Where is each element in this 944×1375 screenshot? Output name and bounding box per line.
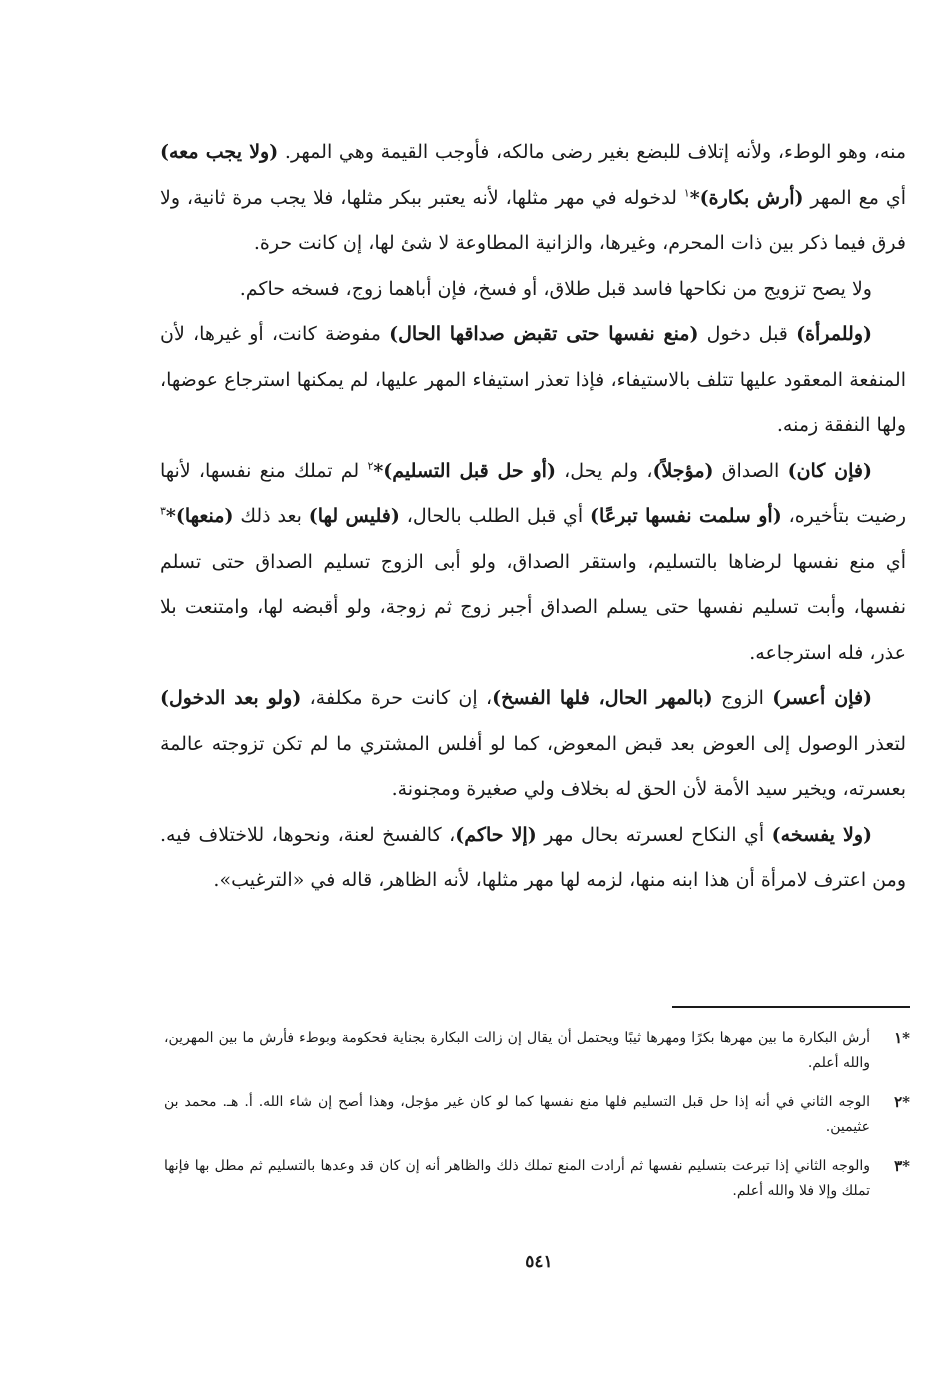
text-run: قبل دخول bbox=[698, 323, 797, 345]
bold-matn: (فليس لها) bbox=[308, 505, 400, 527]
text-run: الزوج bbox=[712, 687, 773, 709]
text-run: منه، وهو الوطء، ولأنه إتلاف للبضع بغير رضى مالكه، فأوجب القيمة وهي المهر. bbox=[278, 141, 906, 163]
text-run: ، ولم يحل، bbox=[555, 459, 653, 482]
text-run: أي مع المهر bbox=[803, 186, 906, 209]
bold-matn: (ولا يجب معه) bbox=[160, 141, 279, 163]
text-run: لدخوله في مهر مثلها، لأنه يعتبر ببكر مثلها، فلا يجب مرة ثانية، ولا فرق فيما ذكر بين ذات المحرم، وغيرها، والزانية المطاوعة لا شئ لها، إن كانت حرة. bbox=[160, 186, 906, 254]
page-number: ٥٤١ bbox=[525, 1252, 553, 1272]
footnote-1 bbox=[164, 1026, 910, 1076]
bold-matn: (منع نفسها حتى تقبض صداقها الحال) bbox=[389, 323, 699, 345]
bold-matn: (ولو بعد الدخول) bbox=[160, 687, 302, 709]
paragraph-5 bbox=[160, 676, 906, 813]
text-run: أي قبل الطلب بالحال، bbox=[399, 505, 591, 527]
paragraph-6 bbox=[160, 813, 906, 904]
text-run: ، إن كانت حرة مكلفة، bbox=[301, 687, 493, 709]
bold-matn: (منعها)* bbox=[165, 505, 234, 527]
text-run: مفوضة كانت، أو غيرها، لأن المنفعة المعقود عليها تتلف بالاستيفاء، فإذا تعذر استيفاء المهر عليها، لم يمكنها استرجاع عوضها، ولها النفقة زمنه. bbox=[160, 323, 906, 436]
text-run: الصداق bbox=[713, 459, 788, 482]
bold-matn: (أو حل قبل التسليم)* bbox=[373, 459, 556, 482]
paragraph-3 bbox=[160, 312, 906, 449]
text-run: ، كالفسخ لعنة، ونحوها، للاختلاف فيه. ومن اعترف لامرأة أن هذا ابنه منها، لزمه لها مهر مثلها، لأنه الظاهر، قاله في «الترغيب». bbox=[160, 823, 906, 891]
text-run: ولا يصح تزويج من نكاحها فاسد قبل طلاق، أو فسخ، فإن أباهما زوج، فسخه حاكم. bbox=[239, 277, 872, 300]
bold-matn: (بالمهر الحال، فلها الفسخ) bbox=[492, 687, 713, 709]
footnote-ref: ٢ bbox=[367, 459, 374, 473]
paragraph-4 bbox=[160, 449, 906, 677]
bold-matn: (فإن أعسر) bbox=[772, 687, 873, 709]
bold-matn: (ولا يفسخه) bbox=[771, 823, 873, 846]
footnote-text: أرش البكارة ما بين مهرها بكرًا ومهرها ثيبًا ويحتمل أن يقال إن زالت البكارة بجناية فحكومة وبوطء فأرش ما بين المهرين، والله أعلم. bbox=[164, 1030, 871, 1071]
footnote-ref: ٣ bbox=[160, 504, 166, 518]
footnote-ref: ١ bbox=[683, 186, 690, 200]
bold-matn: (أرش بكارة)* bbox=[689, 186, 804, 209]
footnote-text: الوجه الثاني في أنه إذا حل قبل التسليم فلها منع نفسها كما لو كان غير مؤجل، وهذا أصح إن شاء الله. أ. هـ. محمد بن عثيمين. bbox=[164, 1094, 870, 1135]
footnote-marker: *٢ bbox=[894, 1093, 910, 1111]
footnote-2 bbox=[164, 1090, 910, 1140]
main-text-block bbox=[160, 130, 906, 904]
bold-matn: (وللمرأة) bbox=[796, 323, 873, 345]
text-run: أي النكاح لعسرته بحال مهر bbox=[536, 823, 772, 846]
text-run: لم تملك منع نفسها، لأنها رضيت بتأخيره، bbox=[160, 459, 907, 527]
footnotes bbox=[164, 1026, 910, 1218]
paragraph-1 bbox=[160, 130, 906, 267]
bold-matn: (إلا حاكم) bbox=[455, 823, 537, 846]
text-run: أي منع نفسها لرضاها بالتسليم، واستقر الصداق، ولو أبى الزوج تسليم الصداق حتى تسلم نفسها، وأبت تسليم نفسها حتى يسلم الصداق أجبر زوج ثم زوجة، ولو أقبضه لها، وامتنعت بلا عذر، فله استرجاعه. bbox=[160, 550, 906, 664]
bold-matn: (فإن كان) bbox=[787, 459, 872, 482]
paragraph-2 bbox=[160, 267, 906, 313]
footnote-marker: *١ bbox=[894, 1029, 910, 1047]
bold-matn: (أو سلمت نفسها تبرعًا) bbox=[590, 505, 782, 527]
bold-matn: (مؤجلاً) bbox=[652, 459, 714, 482]
text-run: لتعذر الوصول إلى العوض بعد قبض المعوض، كما لو أفلس المشتري ما لم تكن تزوجته عالمة بعسرته، ويخير سيد الأمة لأن الحق له بخلاف ولي صغيرة ومجنونة. bbox=[160, 732, 906, 800]
text-run: بعد ذلك bbox=[233, 505, 309, 527]
footnote-separator bbox=[672, 1006, 910, 1008]
footnote-text: والوجه الثاني إذا تبرعت بتسليم نفسها ثم أرادت المنع تملك ذلك والظاهر أنه إن كان قد وعدها بالتسليم ثم مطل بها فإنها تملك وإلا فلا والله أعلم. bbox=[164, 1158, 870, 1199]
footnote-marker: *٣ bbox=[894, 1157, 910, 1175]
footnote-3 bbox=[164, 1154, 910, 1204]
